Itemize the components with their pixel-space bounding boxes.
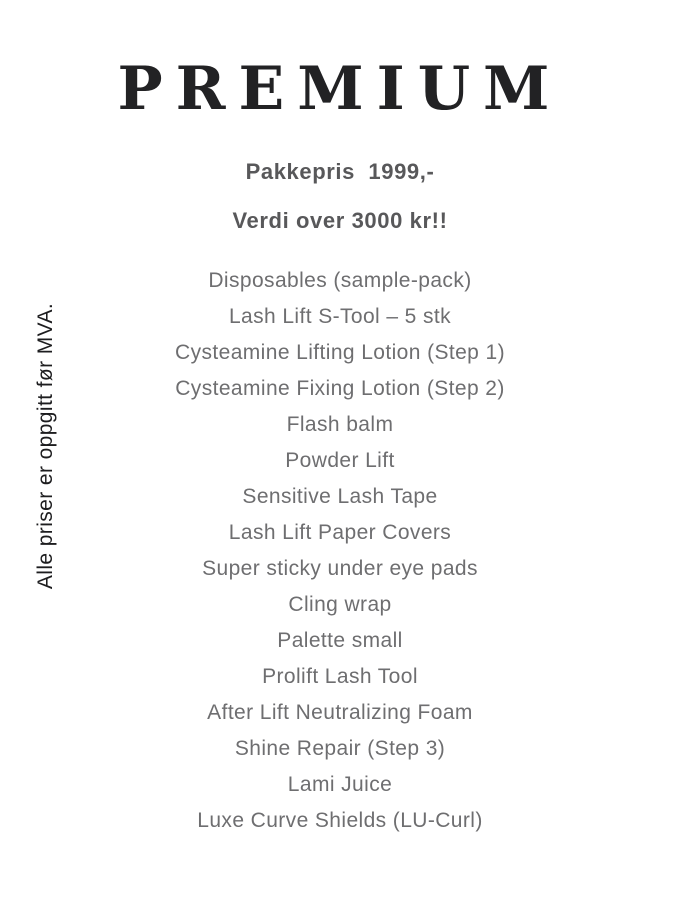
list-item: Powder Lift [285, 449, 395, 472]
list-item: Sensitive Lash Tape [242, 485, 438, 508]
package-price: Pakkepris 1999,- [245, 159, 435, 184]
list-item: After Lift Neutralizing Foam [207, 701, 473, 724]
list-item: Lash Lift S-Tool – 5 stk [228, 305, 452, 328]
list-item: Shine Repair (Step 3) [234, 737, 446, 760]
list-item: Cling wrap [288, 593, 392, 616]
list-item: Palette small [277, 629, 403, 652]
list-item: Cysteamine Lifting Lotion (Step 1) [175, 341, 505, 364]
vat-disclaimer: Alle priser er oppgitt før MVA. [34, 302, 57, 590]
list-item: Disposables (sample-pack) [208, 269, 472, 292]
package-title: PREMIUM [117, 54, 563, 124]
package-value: Verdi over 3000 kr!! [232, 208, 448, 233]
list-item: Cysteamine Fixing Lotion (Step 2) [175, 377, 505, 400]
list-item: Lami Juice [287, 773, 393, 796]
list-item: Super sticky under eye pads [202, 557, 478, 580]
list-item: Luxe Curve Shields (LU-Curl) [197, 809, 483, 832]
list-item: Flash balm [286, 413, 394, 436]
package-contents-list [6, 263, 674, 839]
list-item: Prolift Lash Tool [262, 665, 418, 688]
list-item: Lash Lift Paper Covers [228, 521, 452, 544]
